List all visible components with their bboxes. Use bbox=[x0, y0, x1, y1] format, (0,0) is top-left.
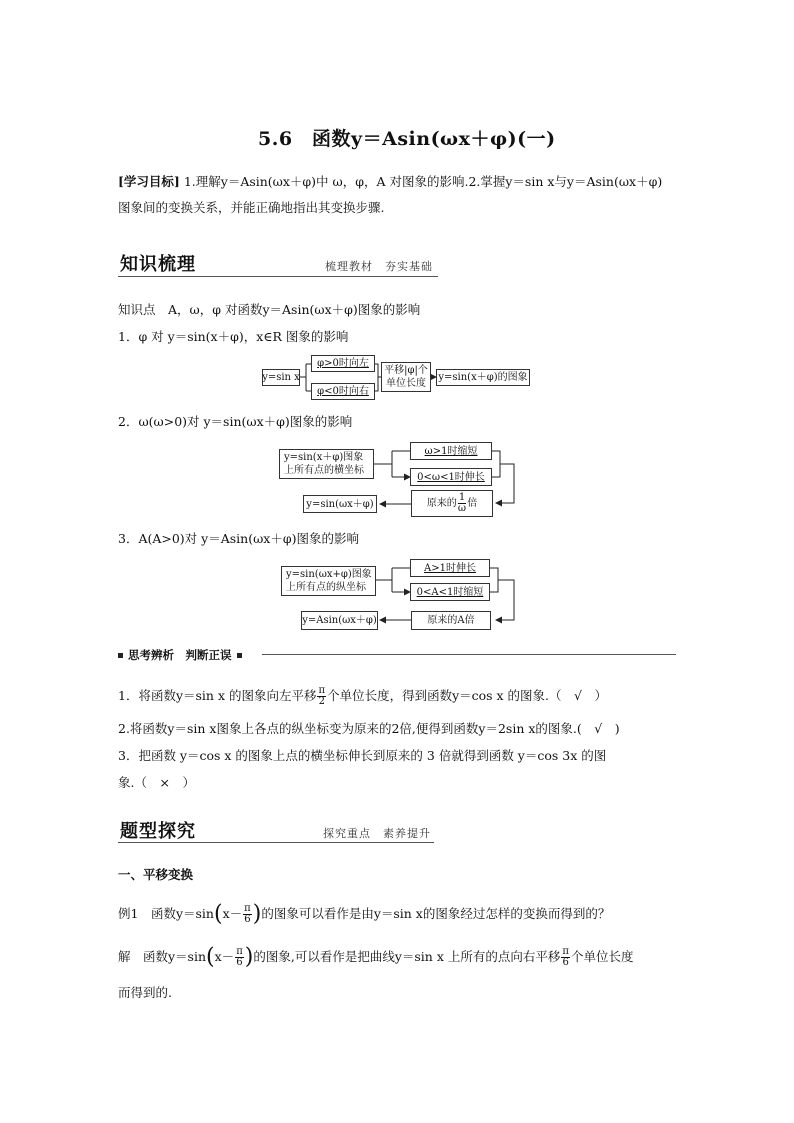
ex1-fraction bbox=[243, 904, 252, 925]
think-question-3-line2: 象.（ × ） bbox=[118, 775, 195, 790]
think-rule bbox=[262, 654, 676, 655]
d1-option-bottom bbox=[311, 383, 375, 400]
d1-option-bottom-text: φ<0时向右 bbox=[317, 386, 369, 397]
section-heading-explore: 题型探究 bbox=[120, 821, 196, 842]
d3-option-bottom bbox=[410, 583, 490, 601]
ex1-inner: x－ bbox=[222, 906, 243, 921]
d2-option-top-text: ω>1时缩短 bbox=[424, 445, 478, 457]
think-question-1 bbox=[118, 683, 607, 709]
sol-text-a: 解 函数y＝sin bbox=[118, 949, 207, 964]
d1-option-top bbox=[311, 355, 375, 372]
knowledge-point-title: 知识点 A，ω，φ 对函数y＝Asin(ωx＋φ)图象的影响 bbox=[118, 302, 421, 317]
sol-frac2-den: 6 bbox=[562, 957, 569, 968]
sol-fraction-2 bbox=[561, 947, 570, 968]
d2-frac-den: ω bbox=[457, 503, 467, 514]
right-paren: ) bbox=[244, 944, 254, 970]
objectives-text-1: 1.理解y＝Asin(ωx＋φ)中 ω，φ，A 对图象的影响.2.掌握y＝sin x与y＝Asin(ωx＋φ) bbox=[183, 174, 663, 189]
section-rule bbox=[118, 842, 434, 843]
d1-option-top-text: φ>0时向左 bbox=[317, 358, 369, 369]
d1-end-box: y=sin(x＋φ)的图象 bbox=[436, 369, 530, 386]
d2-mid-suffix: 倍 bbox=[467, 498, 478, 509]
left-paren: ( bbox=[206, 944, 215, 970]
objectives-label: [学习目标] bbox=[118, 174, 180, 189]
solution-1-line2: 而得到的. bbox=[118, 985, 172, 1000]
sol-inner: x－ bbox=[214, 949, 235, 964]
d2-mid-fraction bbox=[458, 493, 466, 514]
d2-frac-num: 1 bbox=[458, 492, 466, 503]
sol-frac-den: 6 bbox=[236, 957, 243, 968]
ex1-frac-den: 6 bbox=[244, 914, 251, 925]
d2-mid-prefix: 原来的 bbox=[426, 498, 457, 509]
section-subheading-knowledge: 梳理教材 夯实基础 bbox=[325, 260, 433, 273]
page-title: 5.6 函数y＝Asin(ωx＋φ)(一) bbox=[258, 128, 556, 150]
q1-fraction bbox=[317, 686, 326, 707]
knowledge-item-3: 3．A(A>0)对 y＝Asin(ωx＋φ)图象的影响 bbox=[118, 531, 359, 546]
think-question-3-line1: 3．把函数 y＝cos x 的图象上点的横坐标伸长到原来的 3 倍就得到函数 y＝cos 3x 的图 bbox=[118, 748, 607, 763]
d1-mid-text: 平移|φ|个单位长度 bbox=[384, 365, 428, 389]
ex1-text-a: 例1 函数y＝sin bbox=[118, 906, 214, 921]
sol-frac-num: π bbox=[236, 946, 243, 957]
sol-fraction bbox=[235, 947, 244, 968]
square-bullet-icon bbox=[237, 653, 242, 658]
think-heading: 思考辨析 判断正误 bbox=[128, 648, 232, 662]
d3-start-box bbox=[281, 566, 376, 596]
d3-mid-box: 原来的A倍 bbox=[411, 611, 491, 630]
d2-start-box bbox=[279, 449, 374, 479]
q1-frac-num: π bbox=[318, 685, 326, 696]
section-heading-knowledge: 知识梳理 bbox=[120, 254, 196, 275]
right-paren: ) bbox=[252, 901, 262, 927]
left-paren: ( bbox=[213, 901, 223, 927]
knowledge-item-2: 2．ω(ω>0)对 y＝sin(ωx＋φ)图象的影响 bbox=[118, 414, 353, 429]
d1-mid-box bbox=[381, 362, 431, 392]
ex1-text-b: 的图象可以看作是由y＝sin x的图象经过怎样的变换而得到的？ bbox=[261, 906, 611, 921]
knowledge-item-1: 1．φ 对 y＝sin(x＋φ)，x∈R 图象的影响 bbox=[118, 329, 349, 344]
d2-mid-box bbox=[411, 490, 493, 517]
d2-start-text: y=sin(x＋φ)图象上所有点的横坐标 bbox=[284, 452, 364, 476]
learning-objectives-line2: 图象间的变换关系，并能正确地指出其变换步骤. bbox=[118, 200, 385, 215]
d3-start-text: y=sin(ωx+φ)图象上所有点的纵坐标 bbox=[286, 569, 372, 593]
example-1 bbox=[118, 899, 610, 929]
q1-text-b: 个单位长度，得到函数y＝cos x 的图象.（ √ ） bbox=[327, 688, 608, 703]
sol-frac2-num: π bbox=[562, 946, 569, 957]
d3-option-top bbox=[410, 559, 490, 577]
think-heading-row bbox=[118, 647, 242, 663]
section-subheading-explore: 探究重点 素养提升 bbox=[323, 827, 431, 840]
d2-option-bottom bbox=[410, 468, 492, 486]
d3-end-box: y=Asin(ωx＋φ) bbox=[301, 611, 378, 630]
q1-text-a: 1．将函数y＝sin x 的图象向左平移 bbox=[118, 688, 317, 703]
sol-text-b: 的图象,可以看作是把曲线y＝sin x 上所有的点向右平移 bbox=[253, 949, 561, 964]
d3-option-top-text: A>1时伸长 bbox=[424, 562, 476, 574]
d1-start-box: y=sin x bbox=[262, 369, 300, 386]
part-heading-translation: 一、平移变换 bbox=[118, 867, 194, 882]
d3-option-bottom-text: 0<A<1时缩短 bbox=[416, 586, 484, 598]
ex1-frac-num: π bbox=[244, 903, 251, 914]
solution-1 bbox=[118, 942, 633, 972]
d2-option-bottom-text: 0<ω<1时伸长 bbox=[417, 471, 485, 483]
d2-end-box: y=sin(ωx＋φ) bbox=[303, 495, 377, 513]
sol-text-c: 个单位长度 bbox=[570, 949, 634, 964]
q1-frac-den: 2 bbox=[318, 696, 325, 707]
square-bullet-icon bbox=[118, 653, 123, 658]
think-question-2: 2.将函数y＝sin x图象上各点的纵坐标变为原来的2倍,便得到函数y＝2sin x的图象.( √ ) bbox=[118, 721, 620, 736]
d2-option-top bbox=[410, 442, 492, 460]
